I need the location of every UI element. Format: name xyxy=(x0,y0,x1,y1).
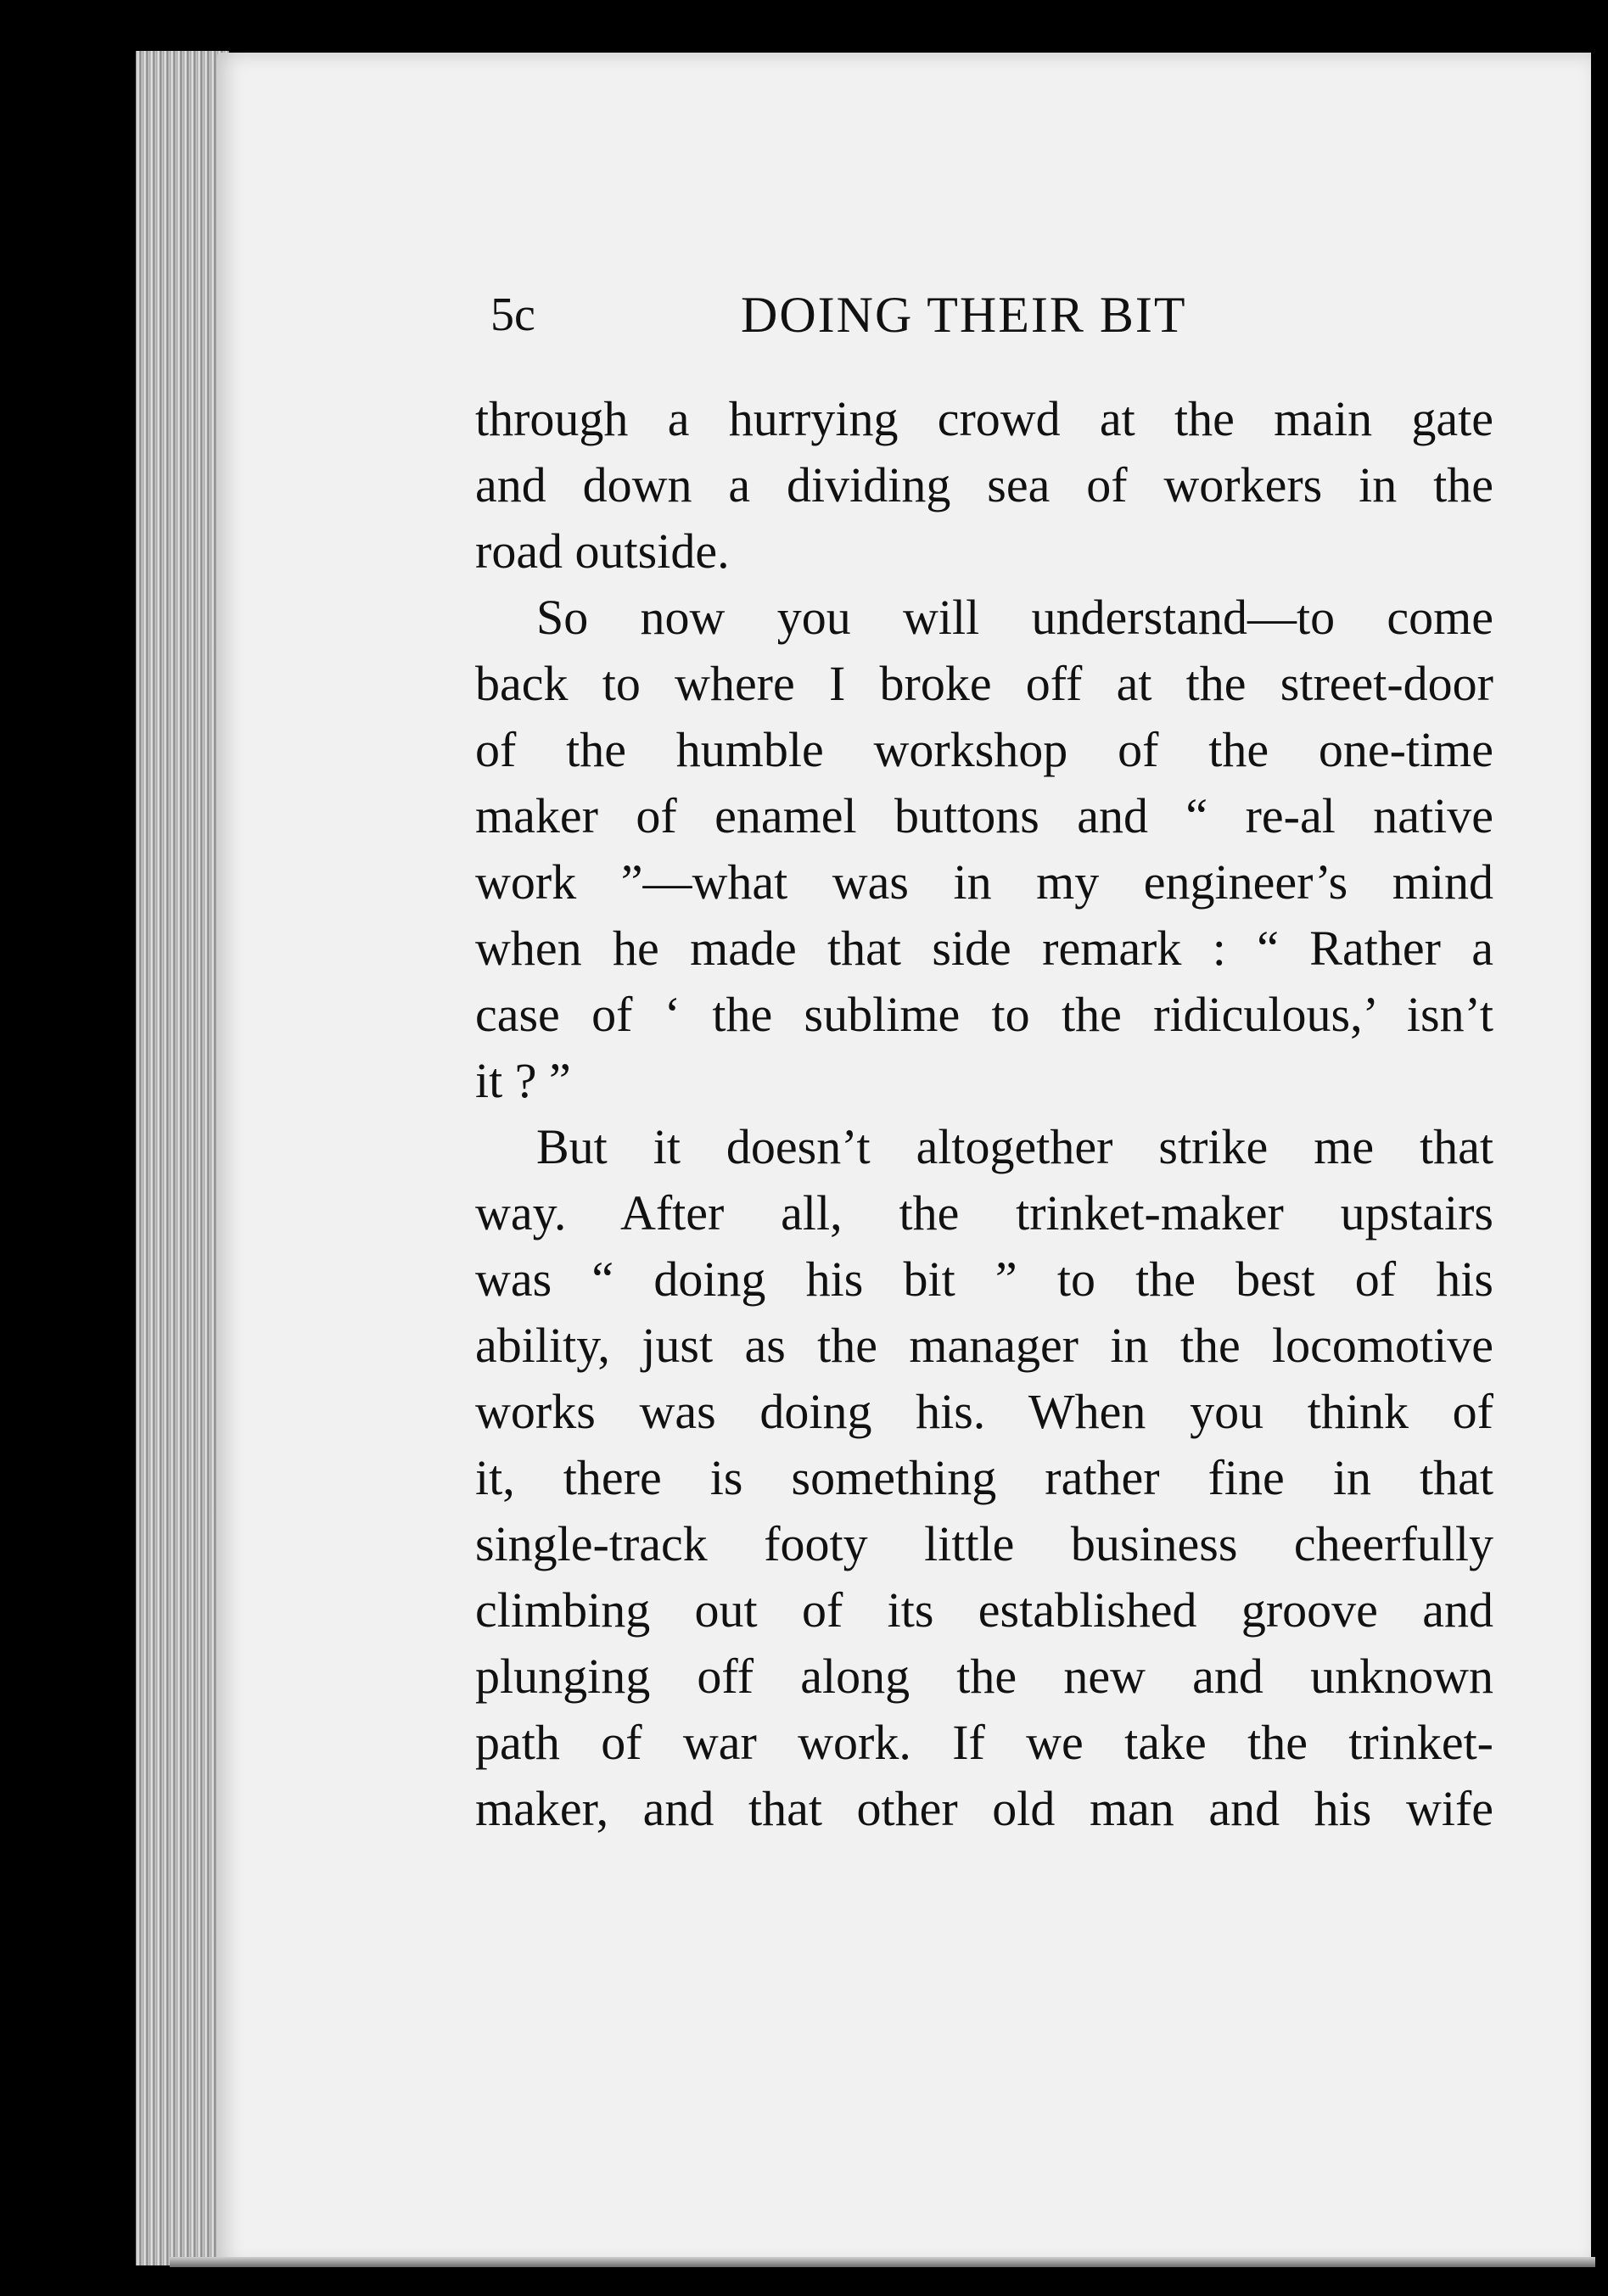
text-line: it ? ” xyxy=(475,1053,571,1108)
text-line: back to where I broke off at the street-door xyxy=(475,656,1493,711)
page-edge-stack xyxy=(136,51,229,2265)
body-text xyxy=(475,386,1493,1842)
text-line: case of ‘ the sublime to the ridiculous,’ isn’t xyxy=(475,987,1493,1042)
text-line: path of war work. If we take the trinket- xyxy=(475,1715,1493,1770)
text-line: plunging off along the new and unknown xyxy=(475,1649,1493,1704)
text-line: works was doing his. When you think of xyxy=(475,1384,1493,1439)
text-line: was “ doing his bit ” to the best of his xyxy=(475,1252,1493,1307)
text-line: climbing out of its established groove and xyxy=(475,1582,1493,1638)
text-line: of the humble workshop of the one-time xyxy=(475,722,1493,777)
text-line: way. After all, the trinket-maker upstairs xyxy=(475,1185,1493,1240)
text-line: So now you will understand—to come xyxy=(536,590,1493,645)
text-line: ability, just as the manager in the locomotive xyxy=(475,1318,1493,1373)
text-line: maker of enamel buttons and “ re-al native xyxy=(475,788,1493,843)
paragraph-3 xyxy=(475,1114,1493,1842)
paragraph-2 xyxy=(475,585,1493,1114)
paragraph-1 xyxy=(475,386,1493,585)
page-bottom-edge xyxy=(170,2257,1595,2267)
page-number: 5c xyxy=(490,288,535,341)
text-line: maker, and that other old man and his wife xyxy=(475,1781,1493,1836)
text-line: when he made that side remark : “ Rather a xyxy=(475,921,1493,976)
text-line: through a hurrying crowd at the main gate xyxy=(475,391,1493,446)
text-line: But it doesn’t altogether strike me that xyxy=(536,1119,1493,1174)
text-line: road outside. xyxy=(475,524,730,579)
text-line: work ”—what was in my engineer’s mind xyxy=(475,854,1493,910)
text-line: and down a dividing sea of workers in the xyxy=(475,457,1493,512)
running-title: DOING THEIR BIT xyxy=(741,287,1187,343)
running-head xyxy=(490,282,1254,350)
text-line: it, there is something rather fine in that xyxy=(475,1450,1493,1505)
text-line: single-track footy little business cheerfully xyxy=(475,1516,1493,1571)
